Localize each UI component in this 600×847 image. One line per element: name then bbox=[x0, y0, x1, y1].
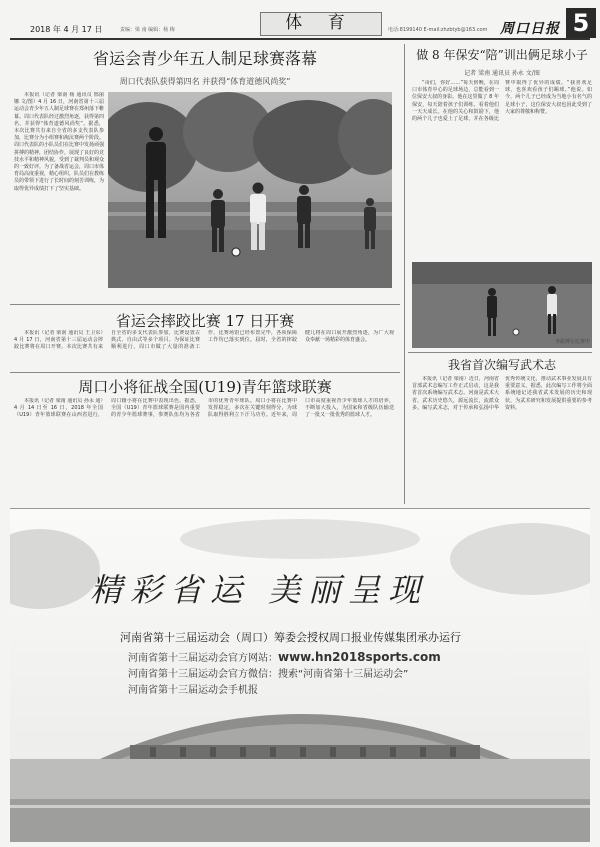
main-article-photo bbox=[108, 92, 392, 288]
wrestling-headline: 省运会摔跤比赛 17 日开赛 bbox=[115, 312, 295, 330]
wrestling-article-body: 本报讯（记者 梁南 通讯员 王卫东）4 月 17 日，河南省第十三届运动会摔跤比赛将在周口开赛。本次比赛共有来自全省的多支代表队参加，比赛设置古典式、自由式等多个项目。为保证比赛顺利进行，周口市做了大量的准备工作，比赛场馆已经布置完毕，各项保障工作均已落实到位。届时，全省的摔跤健儿将在周口展开激烈角逐，为广大观众奉献一场精彩的体育盛会。 bbox=[14, 330, 394, 351]
games-advertisement bbox=[10, 508, 590, 842]
football-players-photo bbox=[412, 262, 592, 348]
martial-headline: 我省首次编写武术志 bbox=[447, 358, 556, 372]
page-number: 5 bbox=[566, 8, 596, 38]
main-subheadline: 周口代表队获得第四名 并获得“体育道德风尚奖” bbox=[119, 77, 291, 86]
ad-website-url[interactable]: www.hn2018sports.com bbox=[278, 650, 441, 664]
guard-headline: 做 8 年保安“陪”训出俩足球小子 bbox=[416, 48, 588, 62]
section-title: 体 育 bbox=[285, 13, 355, 33]
ad-slogan: 精彩省运 美丽呈现 bbox=[90, 571, 429, 609]
newspaper-logo: 周口日报 bbox=[500, 21, 560, 37]
guard-article-photo bbox=[412, 262, 592, 348]
youth-football-match-photo bbox=[108, 92, 392, 288]
guard-byline: 记者 梁南 通讯员 孙永 文/图 bbox=[464, 70, 540, 77]
editor-credit: 责编：梁 南 编辑：杨 梅 bbox=[120, 27, 175, 33]
main-headline: 省运会青少年五人制足球赛落幕 bbox=[92, 49, 317, 68]
ad-website-line bbox=[128, 649, 441, 664]
ad-mobile-line: 河南省第十三届运动会手机报 bbox=[128, 685, 258, 696]
ad-website-label: 河南省第十三届运动会官方网站： bbox=[128, 653, 278, 664]
header-rule bbox=[10, 38, 590, 40]
contact-info: 电话:8199140 E-mail:zhzbtyb@163.com bbox=[388, 27, 488, 33]
divider bbox=[408, 352, 592, 353]
u19-article-body: 本报讯（记者 梁南 通讯员 孙永 通）4 月 14 日至 16 日，2018 年全国（U19）青年篮球联赛在山西省进行，周口籍小将在比赛中表现出色。据悉，全国（U19）青年篮球联赛是国内重要的青少年篮球赛事，参赛队伍均为各省市的优秀青年球队。周口小将在比赛中发挥稳定，多次在关键时刻得分，为球队取得胜利立下汗马功劳。近年来，周口市高度重视青少年篮球人才的培养，不断加大投入，为国家和省级队伍输送了一批又一批优秀的篮球人才。 bbox=[14, 398, 394, 419]
guard-photo-caption: 李振博在比赛中 bbox=[554, 339, 590, 345]
divider bbox=[10, 372, 400, 373]
main-article-body-tail bbox=[108, 292, 392, 302]
divider bbox=[10, 304, 400, 305]
ad-wechat-label: 河南省第十三届运动会官方微信： bbox=[128, 669, 278, 680]
guard-article-body: “哥们，你好……”每天傍晚，在周口市体育中心的足球场边，总能看到一位保安大叔的身影。他在这里做了 8 年保安，每天陪着孩子们训练，看着他们一天天成长。在他的关心和鼓励下，他的两个儿子也爱上了足球，并在各级比赛中取得了优异的成绩。“我喜欢足球，也喜欢看孩子们踢球。”他说。如今，两个儿子已经成为当地小有名气的足球小子，这位保安大叔也因此受到了大家的尊敬和称赞。 bbox=[412, 80, 592, 123]
issue-date: 2018 年 4 月 17 日 bbox=[30, 25, 103, 34]
ad-wechat-search: 搜索“河南省第十三届运动会” bbox=[278, 669, 409, 680]
column-divider bbox=[404, 44, 405, 504]
u19-headline: 周口小将征战全国(U19)青年篮球联赛 bbox=[78, 378, 332, 396]
page-header bbox=[0, 0, 600, 38]
ad-organizer-line: 河南省第十三届运动会（周口）筹委会授权周口报业传媒集团承办运行 bbox=[120, 631, 461, 644]
ad-wechat-line bbox=[128, 665, 408, 680]
martial-article-body: 本报讯（记者 梁南）近日，河南省首部武术志编写工作正式启动，这是我省首次系统编写武术志。河南是武术大省，武术历史悠久，源远流长，流派众多。编写武术志，对于传承和弘扬中华优秀传统文化，推动武术事业发展具有重要意义。据悉，此次编写工作将全面系统地记述我省武术发展的历史和现状，为武术研究和发展提供重要的参考资料。 bbox=[412, 376, 592, 411]
main-article-body: 本报讯（记者 梁南 杨 通讯员 邢丽娜 文/图）4 月 16 日，河南省第十三届运动会青少年五人制足球赛在郑州落下帷幕。周口代表队经过激烈角逐，获得第四名，并获得“体育道德风尚奖”。据悉，本次比赛共有来自全省的多支代表队参加，比赛分为小组赛和淘汰赛两个阶段。周口代表队的小队员们在比赛中发扬顽强拼搏的精神，团结协作，展现了良好的竞技水平和精神风貌，受到了裁判员和观众的一致好评。为了备战省运会，周口市体育局高度重视，精心组织，队员们在教练员的带领下进行了长时间的刻苦训练，为取得优异成绩打下了坚实基础。 bbox=[14, 92, 104, 192]
